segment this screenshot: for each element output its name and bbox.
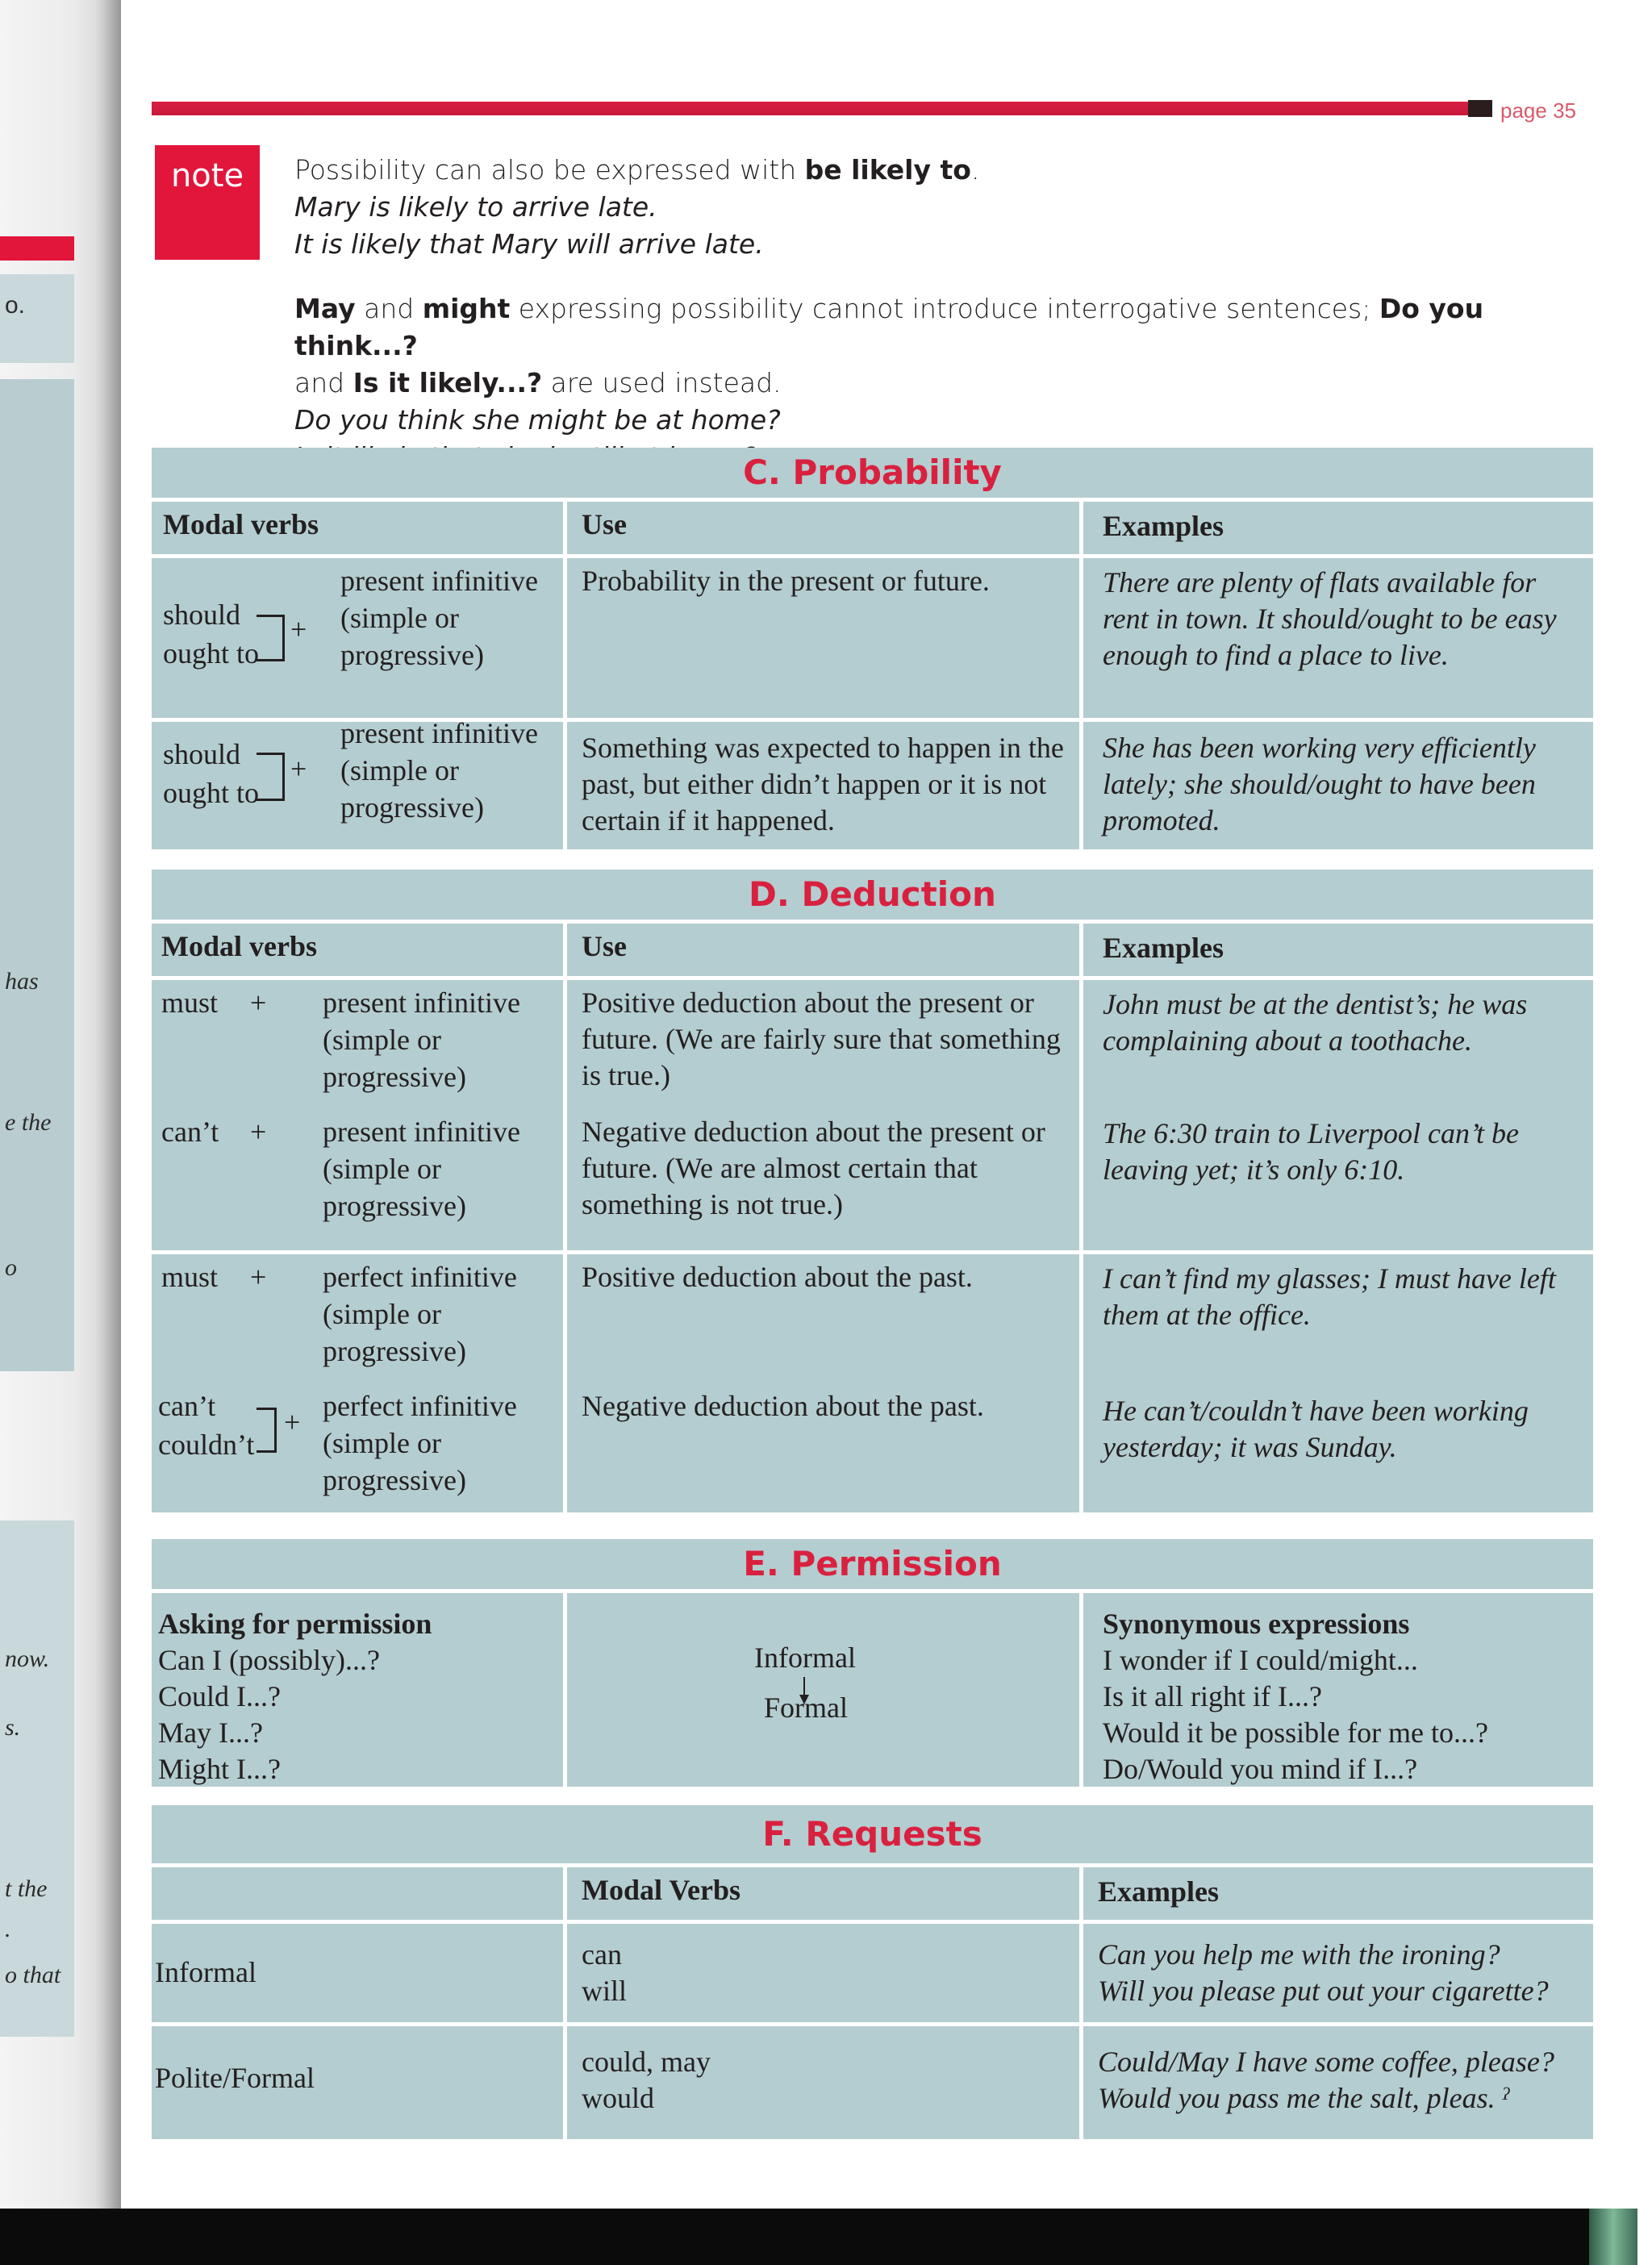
use-cell: Positive deduction about the present or future. (We are fairly sure that something is true.) Negative deduction about the present or future. (We are almost certain that something is not true.)	[563, 980, 1085, 1250]
margin-fragment: now.	[5, 1646, 50, 1672]
example-cell: Can you help me with the ironing? Will you please put out your cigarette?	[1079, 1924, 1593, 2022]
table-row-group	[152, 980, 1593, 1254]
bracket	[257, 615, 285, 661]
section-title: C. Probability	[152, 448, 1593, 502]
margin-fragment: has	[5, 968, 39, 995]
table-row	[152, 717, 1593, 849]
margin-fragment: .	[5, 1916, 11, 1942]
margin-fragment: t the	[5, 1875, 48, 1902]
column-header: Examples	[1079, 924, 1593, 976]
column-header: Use	[563, 502, 1085, 554]
bottom-scan-edge	[0, 2209, 1637, 2265]
use-cell: Positive deduction about the past. Negative deduction about the past.	[563, 1254, 1085, 1512]
margin-fragment: e the	[5, 1109, 52, 1136]
section-title: F. Requests	[152, 1805, 1593, 1867]
header-rule	[152, 102, 1483, 115]
deduction-table	[152, 870, 1593, 1512]
section-title: E. Permission	[152, 1539, 1593, 1593]
column-header: Examples	[1079, 502, 1593, 554]
asking-cell: Asking for permission Can I (possibly)...? Could I...? May I...? Might I...?	[158, 1608, 432, 1785]
empty-header-cell	[152, 1867, 563, 1920]
scan-edge-highlight	[1589, 2209, 1637, 2265]
previous-page-panel	[0, 379, 74, 1371]
modal-cell: can will	[563, 1924, 1085, 2022]
probability-table	[152, 448, 1593, 849]
formality-scale: Informal Formal	[563, 1593, 1085, 1787]
note-text	[294, 152, 1585, 476]
column-header: Use	[563, 924, 1085, 976]
section-title: D. Deduction	[152, 870, 1593, 924]
table-row	[152, 2026, 1593, 2139]
permission-table	[152, 1539, 1593, 1787]
column-header: Modal verbs	[163, 508, 319, 540]
note-badge: note	[155, 145, 260, 260]
note-example: Mary is likely to arrive late.	[294, 191, 657, 223]
modal-cell: must + present infinitive (simple or progressive) can’t + present infinitive (simple or progressive)	[161, 987, 520, 1222]
example-cell: She has been working very efficiently lately; she should/ought to have been promoted.	[1079, 722, 1593, 849]
note-example: It is likely that Mary will arrive late.	[294, 228, 764, 260]
example-cell: Could/May I have some coffee, please? Would you pass me the salt, pleas. ˀ	[1079, 2026, 1593, 2139]
requests-table	[152, 1805, 1593, 2139]
previous-page-edge	[0, 0, 121, 2265]
bracket	[257, 753, 285, 801]
example-cell: John must be at the dentist’s; he was complaining about a toothache. The 6:30 train to Liverpool can’t be leaving yet; it’s only 6:10.	[1079, 980, 1593, 1250]
note-line: May and might expressing possibility cannot introduce interrogative sentences; Do you think...?	[294, 293, 1484, 361]
previous-page-panel	[0, 1520, 74, 2037]
example-cell: There are plenty of flats available for rent in town. It should/ought to be easy enough to find a place to live.	[1079, 558, 1593, 718]
note-example: Do you think she might be at home?	[294, 404, 781, 436]
formality-cell: Informal	[155, 1956, 257, 1988]
table-header-row	[152, 502, 1593, 558]
table-row	[152, 1593, 1593, 1787]
note-line: Possibility can also be expressed with be likely to.	[294, 154, 980, 186]
table-row	[152, 1924, 1593, 2026]
formality-cell: Polite/Formal	[155, 2062, 315, 2094]
margin-fragment: o.	[5, 292, 26, 319]
margin-fragment: o	[5, 1254, 17, 1281]
margin-fragment: o that	[5, 1962, 61, 1988]
binding-shadow	[95, 0, 121, 2265]
example-cell: I can’t find my glasses; I must have left them at the office. He can’t/couldn’t have been working yesterday; it was Sunday.	[1079, 1254, 1593, 1512]
column-header: Examples	[1079, 1867, 1593, 1920]
table-row-group	[152, 1254, 1593, 1512]
table-header-row	[152, 1867, 1593, 1924]
table-row	[152, 558, 1593, 722]
page-number: page 35	[1500, 98, 1576, 123]
modal-cell: should ought to + present infinitive (simple or progressive)	[163, 565, 538, 671]
use-cell: Something was expected to happen in the past, but either didn’t happen or it is not certain if it happened.	[563, 722, 1085, 849]
use-cell: Probability in the present or future.	[563, 558, 1085, 718]
header-rule-end	[1468, 100, 1492, 117]
table-header-row	[152, 924, 1593, 980]
bracket	[257, 1408, 277, 1453]
previous-page-red-bar	[0, 236, 74, 261]
synonyms-cell: Synonymous expressions I wonder if I could/might... Is it all right if I...? Would it be possible for me to...? Do/Would you mind if I...?	[1079, 1593, 1593, 1787]
column-header: Modal Verbs	[563, 1867, 1085, 1920]
margin-fragment: s.	[5, 1714, 21, 1741]
note-line: and Is it likely...? are used instead.	[294, 367, 782, 398]
modal-cell: should ought to + present infinitive (simple or progressive)	[163, 717, 538, 824]
column-header: Modal verbs	[161, 930, 317, 962]
modal-cell: must + perfect infinitive (simple or progressive) can’t couldn’t + perfect infinitive (simple or progressive)	[158, 1261, 517, 1496]
modal-cell: could, may would	[563, 2026, 1085, 2139]
